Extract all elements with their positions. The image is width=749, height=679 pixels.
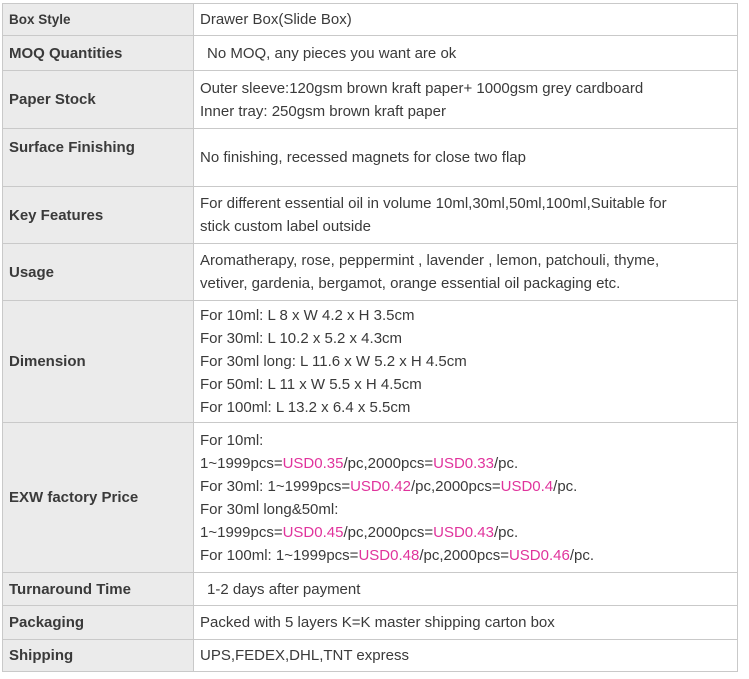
value-line: For different essential oil in volume 10ml,30ml,50ml,100ml,Suitable for [200,195,667,212]
table-row [3,423,738,573]
table-row [3,244,738,301]
price-highlight: USD0.42 [350,477,411,495]
value-line: Drawer Box(Slide Box) [200,11,352,28]
table-row [3,4,738,36]
price-text: 1~1999pcs= [200,454,283,472]
price-text: /pc,2000pcs= [343,454,434,472]
row-label-packaging: Packaging [3,606,194,640]
price-line: For 10ml: [200,431,264,449]
value-line: For 30ml: L 10.2 x 5.2 x 4.3cm [200,330,403,347]
value-line: Packed with 5 layers K=K master shipping carton box [200,614,555,631]
row-value-turnaround [194,573,738,606]
value-line: Inner tray: 250gsm brown kraft paper [200,102,446,120]
table-row [3,129,738,187]
value-line: UPS,FEDEX,DHL,TNT express [200,647,409,664]
row-label-exw-price: EXW factory Price [3,423,194,573]
row-label-usage: Usage [3,244,194,301]
price-highlight: USD0.35 [282,454,344,472]
value-line: Aromatherapy, rose, peppermint , lavender , lemon, patchouli, thyme, [200,252,660,269]
price-highlight: USD0.33 [433,454,494,472]
value-line: For 10ml: L 8 x W 4.2 x H 3.5cm [200,307,415,324]
value-line: For 30ml long: L 11.6 x W 5.2 x H 4.5cm [200,353,467,370]
table-row [3,71,738,129]
row-value-moq [194,36,738,71]
price-text: /pc,2000pcs= [419,546,509,564]
price-line [200,475,731,498]
price-highlight: USD0.46 [508,546,570,564]
row-value-surface-finishing [194,129,738,187]
value-line: 1-2 days after payment [207,580,361,598]
price-line: For 30ml long&50ml: [200,500,339,518]
value-line: No MOQ, any pieces you want are ok [207,44,457,62]
table-row [3,573,738,606]
row-label-box-style: Box Style [3,4,194,36]
price-highlight: USD0.48 [358,546,420,564]
price-line [200,452,731,475]
price-text: /pc. [493,454,519,472]
row-label-moq: MOQ Quantities [3,36,194,71]
value-line: stick custom label outside [200,218,371,235]
table-row [3,606,738,640]
price-text: For 100ml: 1~1999pcs= [200,546,359,564]
row-label-turnaround: Turnaround Time [3,573,194,606]
row-label-surface-finishing: Surface Finishing [3,129,194,187]
row-label-dimension: Dimension [3,301,194,423]
price-text: 1~1999pcs= [200,523,283,541]
price-highlight: USD0.43 [433,523,494,541]
price-line [200,521,731,544]
row-label-key-features: Key Features [3,187,194,244]
price-highlight: USD0.4 [500,477,554,495]
spec-table [2,3,738,672]
row-label-shipping: Shipping [3,640,194,672]
table-row [3,301,738,423]
price-highlight: USD0.45 [282,523,344,541]
row-value-shipping [194,640,738,672]
row-value-exw-price [194,423,738,573]
row-value-key-features [194,187,738,244]
value-line: No finishing, recessed magnets for close two flap [200,149,526,166]
row-label-paper-stock: Paper Stock [3,71,194,129]
price-line [200,544,731,567]
table-row [3,187,738,244]
price-text: /pc. [569,546,595,564]
row-value-paper-stock [194,71,738,129]
price-text: /pc,2000pcs= [410,477,501,495]
value-line: vetiver, gardenia, bergamot, orange essential oil packaging etc. [200,275,621,292]
price-text: For 30ml: 1~1999pcs= [200,477,351,495]
value-line: For 50ml: L 11 x W 5.5 x H 4.5cm [200,376,422,393]
value-line: For 100ml: L 13.2 x 6.4 x 5.5cm [200,399,411,416]
price-text: /pc,2000pcs= [343,523,434,541]
row-value-packaging [194,606,738,640]
table-row [3,640,738,672]
value-line: Outer sleeve:120gsm brown kraft paper+ 1000gsm grey cardboard [200,79,644,97]
price-text: /pc. [553,477,578,495]
row-value-usage [194,244,738,301]
row-value-box-style [194,4,738,36]
price-text: /pc. [493,523,519,541]
table-row [3,36,738,71]
row-value-dimension [194,301,738,423]
